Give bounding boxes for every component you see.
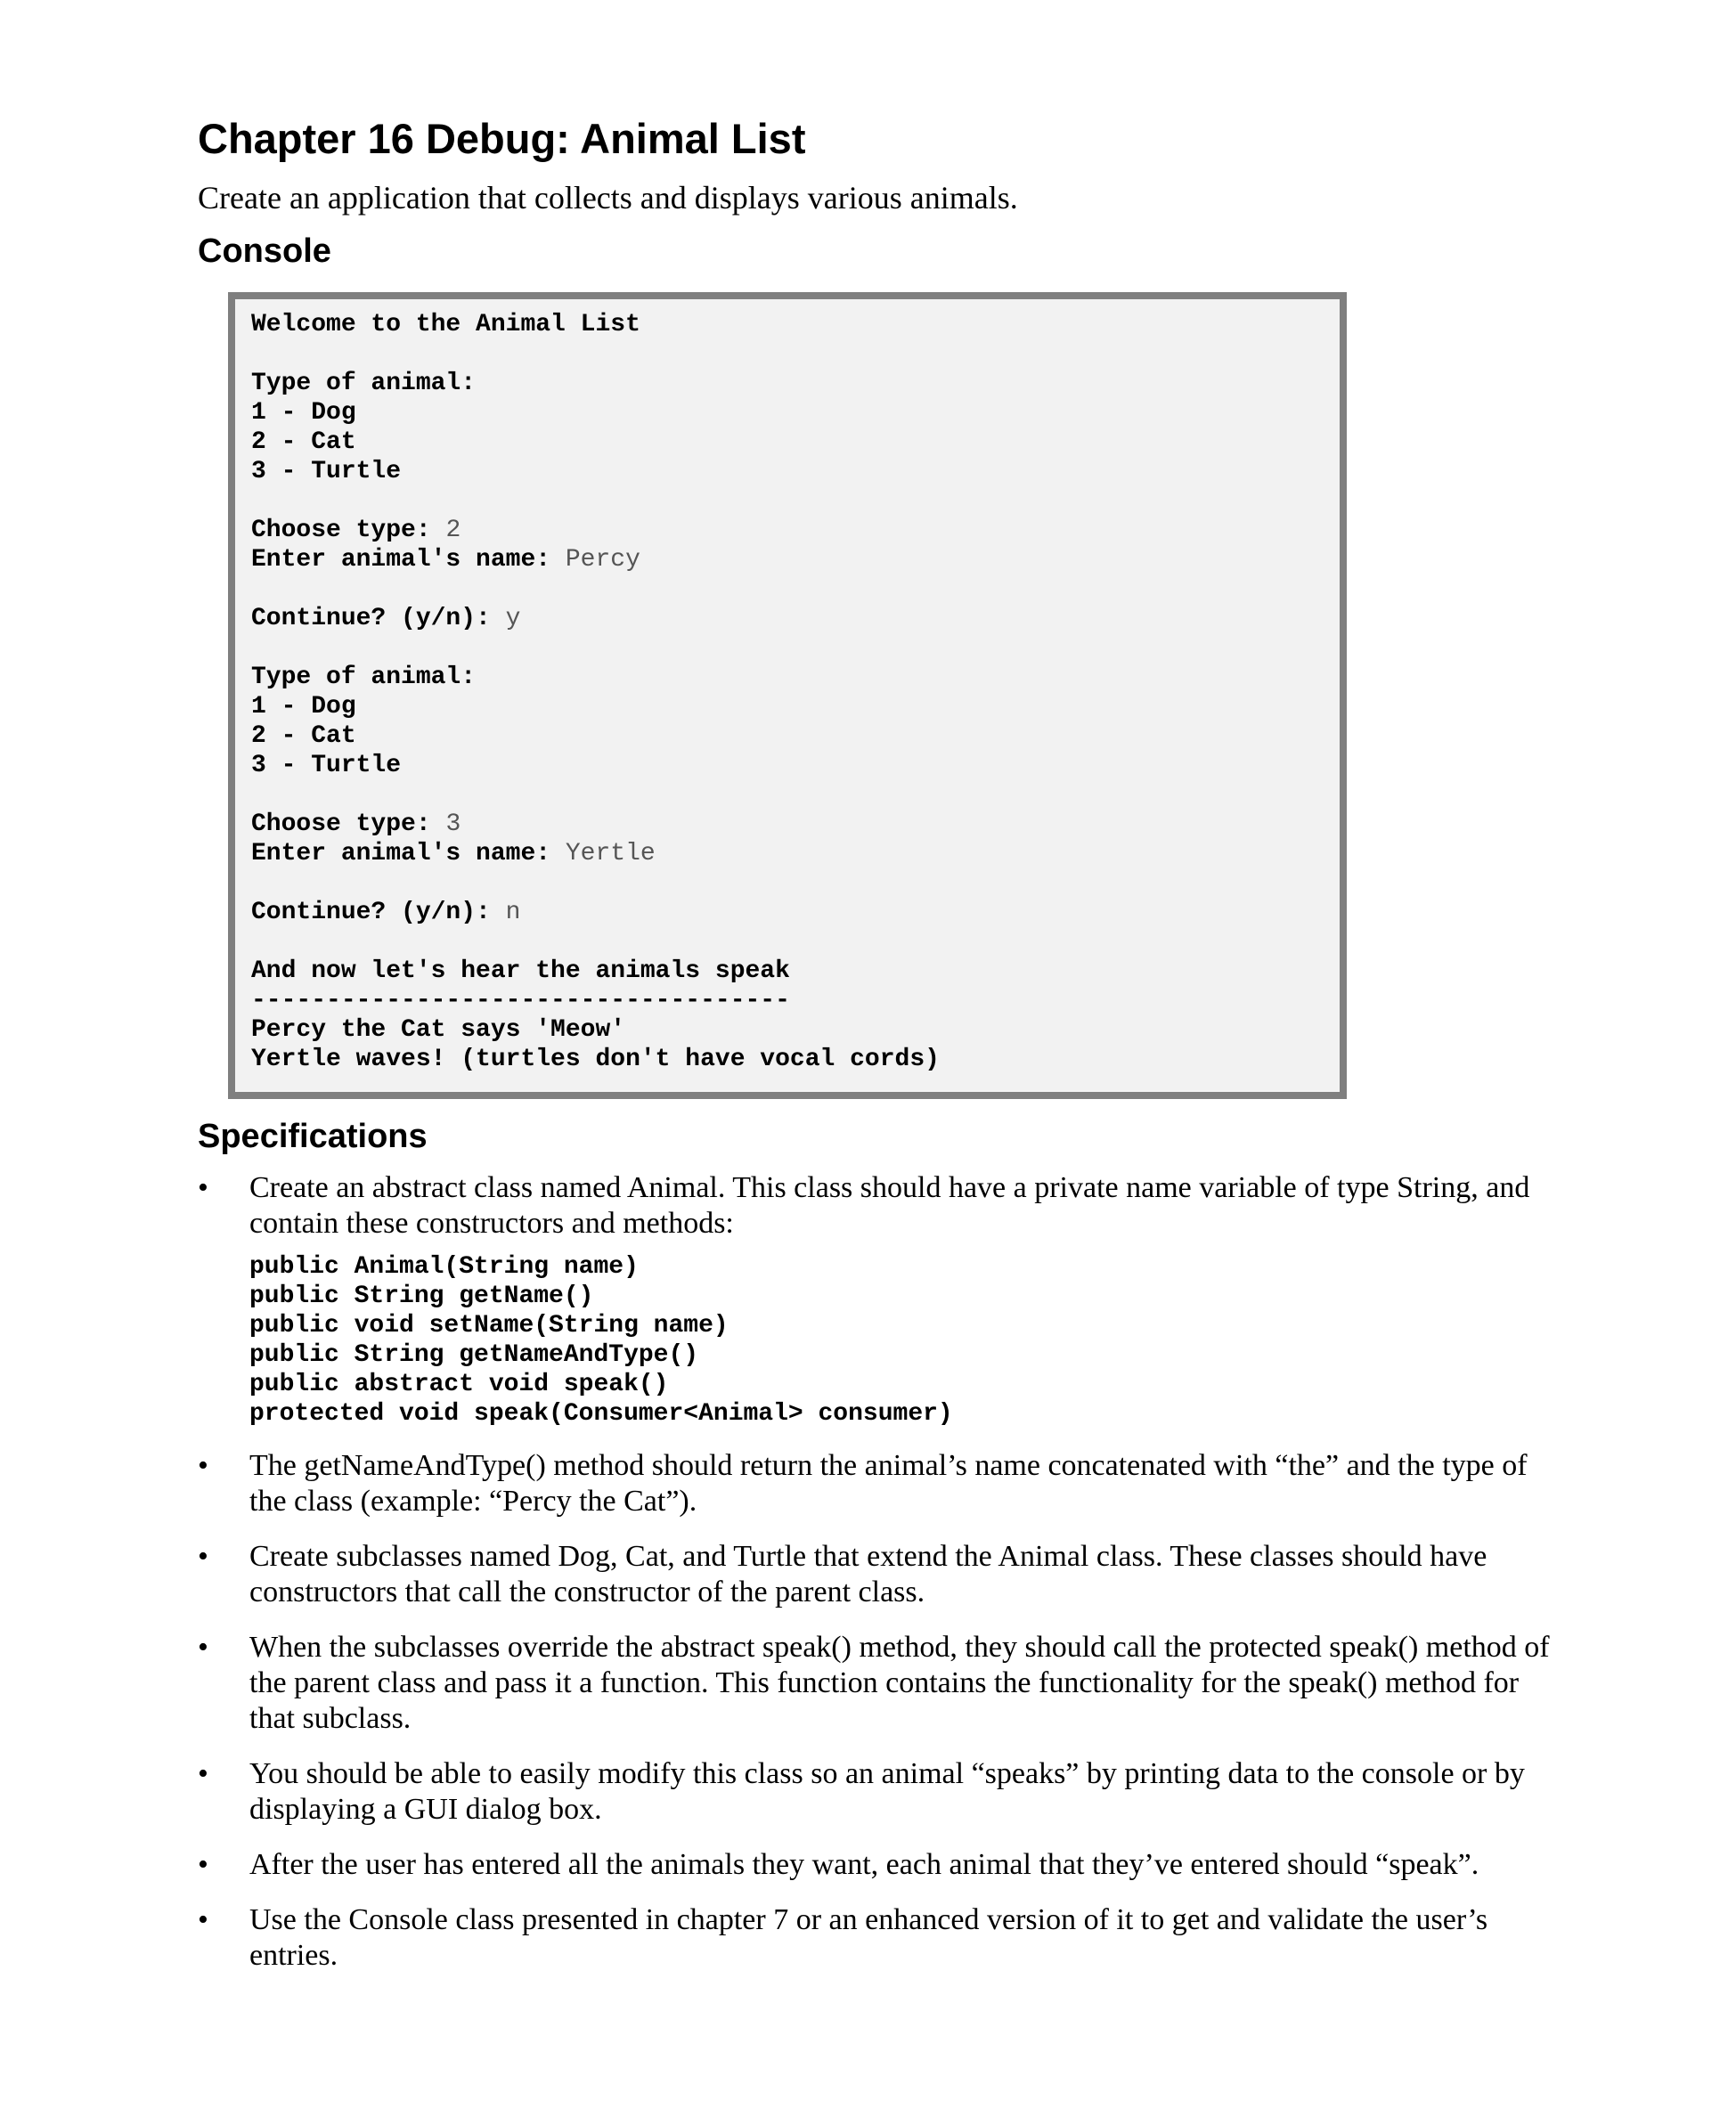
console-continue-input: y	[505, 605, 521, 632]
spec-item-text: You should be able to easily modify this class so an animal “speaks” by printing data to the console or by displaying a GUI dialog box.	[249, 1757, 1525, 1826]
console-option: 2 - Cat	[251, 722, 356, 750]
code-line: public String getName()	[249, 1283, 594, 1310]
console-continue-line	[251, 604, 1324, 633]
spec-item	[198, 1170, 1552, 1429]
bullet-icon: •	[198, 1171, 208, 1204]
spec-item-text: Create an abstract class named Animal. This class should have a private name variable of type String, and contain these constructors and methods:	[249, 1171, 1530, 1240]
console-welcome: Welcome to the Animal List	[251, 311, 640, 338]
console-option: 3 - Turtle	[251, 752, 402, 779]
console-type-header: Type of animal:	[251, 370, 477, 397]
bullet-icon: •	[198, 1631, 208, 1664]
console-type-header: Type of animal:	[251, 664, 477, 691]
spec-item-text: After the user has entered all the animals they want, each animal that they’ve entered should “speak”.	[249, 1848, 1479, 1881]
bullet-icon: •	[198, 1540, 208, 1573]
console-choose-input: 2	[445, 517, 461, 544]
console-divider: ------------------------------------	[251, 987, 790, 1014]
console-option: 3 - Turtle	[251, 458, 402, 485]
console-continue-prompt: Continue? (y/n):	[251, 605, 506, 632]
code-line: public Animal(String name)	[249, 1253, 639, 1281]
console-choose-input: 3	[445, 810, 461, 838]
console-heading: Console	[198, 232, 331, 270]
code-line: public void setName(String name)	[249, 1312, 729, 1340]
console-output-line: Percy the Cat says 'Meow'	[251, 1016, 626, 1044]
console-speak-header: And now let's hear the animals speak	[251, 957, 790, 985]
console-choose-prompt: Choose type:	[251, 810, 446, 838]
method-signatures-code	[249, 1252, 1552, 1429]
spec-item	[198, 1539, 1552, 1610]
console-output-line: Yertle waves! (turtles don't have vocal cords)	[251, 1046, 940, 1073]
console-option: 1 - Dog	[251, 399, 356, 427]
spec-item-text: When the subclasses override the abstract speak() method, they should call the protected speak() method of the parent class and pass it a function. This function contains the functionality for the speak() method for that subclass.	[249, 1631, 1550, 1735]
bullet-icon: •	[198, 1757, 208, 1790]
console-choose-line	[251, 516, 1324, 545]
specifications-heading: Specifications	[198, 1118, 428, 1155]
console-name-input: Yertle	[565, 840, 656, 867]
intro-text: Create an application that collects and displays various animals.	[198, 180, 1018, 216]
specifications-list	[198, 1170, 1552, 1974]
document-page	[198, 107, 1552, 1993]
spec-item-text: Use the Console class presented in chapter 7 or an enhanced version of it to get and validate the user’s entries.	[249, 1903, 1488, 1972]
console-blank-line	[251, 339, 1324, 369]
console-blank-line	[251, 486, 1324, 516]
spec-item-text: The getNameAndType() method should return the animal’s name concatenated with “the” and the type of the class (example: “Percy the Cat”).	[249, 1449, 1528, 1518]
console-continue-line	[251, 898, 1324, 927]
spec-item	[198, 1756, 1552, 1828]
console-output-box	[228, 292, 1347, 1099]
console-option: 1 - Dog	[251, 693, 356, 721]
console-name-line	[251, 839, 1324, 868]
console-blank-line	[251, 780, 1324, 810]
console-choose-prompt: Choose type:	[251, 517, 446, 544]
bullet-icon: •	[198, 1449, 208, 1482]
spec-item	[198, 1847, 1552, 1883]
code-line: public abstract void speak()	[249, 1371, 669, 1398]
console-option: 2 - Cat	[251, 428, 356, 456]
console-name-prompt: Enter animal's name:	[251, 546, 566, 574]
console-blank-line	[251, 574, 1324, 604]
code-line: protected void speak(Consumer<Animal> consumer)	[249, 1400, 953, 1428]
code-line: public String getNameAndType()	[249, 1341, 699, 1369]
spec-item	[198, 1630, 1552, 1737]
spec-item	[198, 1448, 1552, 1519]
console-continue-prompt: Continue? (y/n):	[251, 899, 506, 926]
console-continue-input: n	[505, 899, 521, 926]
console-blank-line	[251, 927, 1324, 957]
console-name-line	[251, 545, 1324, 574]
console-blank-line	[251, 633, 1324, 663]
console-blank-line	[251, 868, 1324, 898]
spec-item	[198, 1902, 1552, 1974]
console-choose-line	[251, 810, 1324, 839]
bullet-icon: •	[198, 1848, 208, 1881]
page-title: Chapter 16 Debug: Animal List	[198, 115, 806, 162]
spec-item-text: Create subclasses named Dog, Cat, and Turtle that extend the Animal class. These classes should have constructors that call the constructor of the parent class.	[249, 1540, 1487, 1608]
console-name-input: Percy	[565, 546, 640, 574]
bullet-icon: •	[198, 1903, 208, 1936]
console-name-prompt: Enter animal's name:	[251, 840, 566, 867]
